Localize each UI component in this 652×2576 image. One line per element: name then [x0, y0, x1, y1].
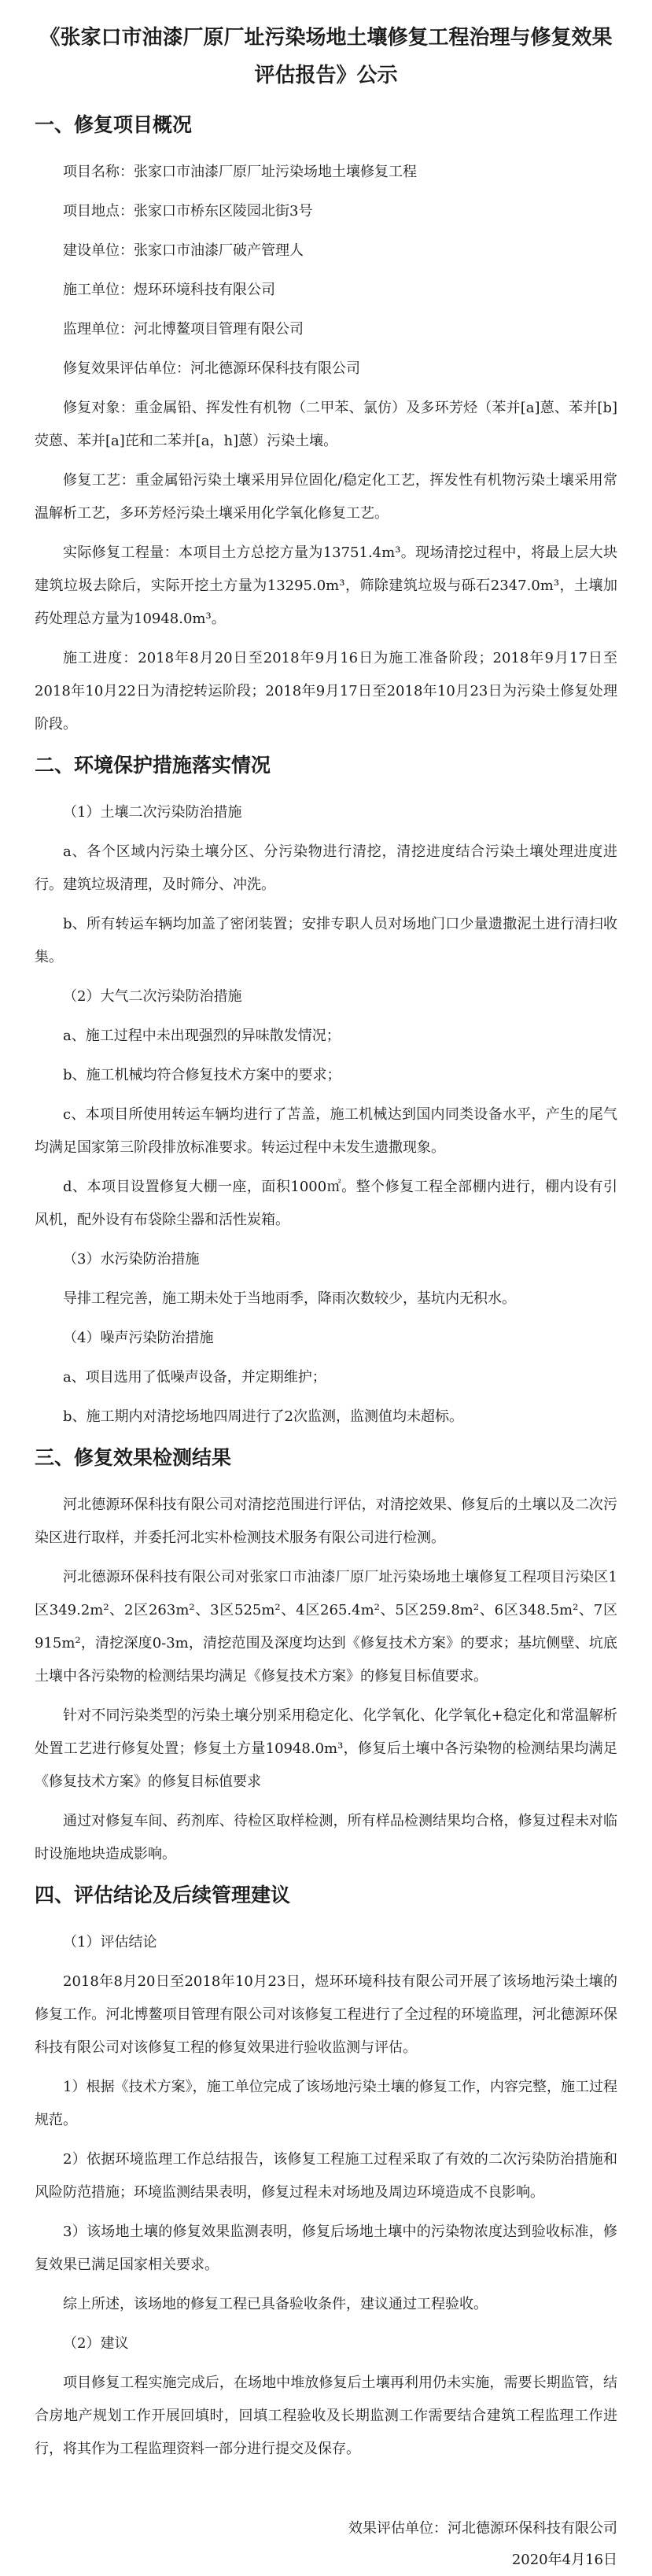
paragraph: 项目地点：张家口市桥东区陵园北街3号	[63, 203, 313, 220]
paragraph: 实际修复工程量：本项目土方总挖方量为13751.4m³。现场清挖过程中，将最上层大块建筑垃圾去除后，实际开挖土方量为13295.0m³，筛除建筑垃圾与砾石2347.0m³，土壤加药处理总方量为10948.0m³。	[35, 544, 617, 627]
paragraph: 3）该场地土壤的修复效果监测表明，修复后场地土壤中的污染物浓度达到验收标准，修复效果已满足国家相关要求。	[35, 2224, 617, 2273]
paragraph: 项目名称：张家口市油漆厂原厂址污染场地土壤修复工程	[63, 164, 417, 180]
section	[35, 109, 617, 741]
paragraph: b、所有转运车辆均加盖了密闭装置；安排专职人员对场地门口少量遗撒泥土进行清扫收集。	[35, 916, 617, 965]
paragraph: 施工单位：煜环环境科技有限公司	[63, 282, 275, 298]
paragraph: a、各个区域内污染土壤分区、分污染物进行清挖，清挖进度结合污染土壤处理进度进行。建筑垃圾清理，及时筛分、冲洗。	[35, 843, 617, 893]
section	[35, 1879, 617, 2466]
paragraph: b、施工机械均符合修复技术方案中的要求；	[63, 1067, 341, 1083]
paragraph: 导排工程完善，施工期未处于当地雨季，降雨次数较少，基坑内无积水。	[63, 1290, 516, 1307]
paragraph: （2）大气二次污染防治措施	[63, 988, 242, 1005]
paragraph: （4）噪声污染防治措施	[63, 1330, 214, 1346]
paragraph: （1）土壤二次污染防治措施	[63, 804, 242, 821]
section-heading: 三、修复效果检测结果	[35, 1446, 232, 1469]
paragraph: 2）依据环境监理工作总结报告，该修复工程施工过程采取了有效的二次污染防治措施和风险防范措施；环境监测结果表明，修复过程未对场地及周边环境造成不良影响。	[35, 2151, 617, 2201]
section-heading: 二、环境保护措施落实情况	[35, 754, 271, 777]
paragraph: d、本项目设置修复大棚一座，面积1000㎡。整个修复工程全部棚内进行，棚内设有引风机，配外设有布袋除尘器和活性炭箱。	[35, 1179, 617, 1228]
paragraph: 通过对修复车间、药剂库、待检区取样检测，所有样品检测结果均合格，修复过程未对临时设施地块造成影响。	[35, 1813, 617, 1862]
paragraph: 监理单位：河北博鳌项目管理有限公司	[63, 321, 304, 338]
section	[35, 749, 617, 1434]
paragraph: 施工进度：2018年8月20日至2018年9月16日为施工准备阶段；2018年9月17日至2018年10月22日为清挖转运阶段；2018年9月17日至2018年10月23日为污染土修复处理阶段。	[35, 650, 617, 733]
paragraph: 河北德源环保科技有限公司对张家口市油漆厂原厂址污染场地土壤修复工程项目污染区1区349.2m²、2区263m²、3区525m²、4区265.4m²、5区259.8m²、6区348.5m²、7区915m²，清挖深度0-3m，清挖范围及深度均达到《修复技术方案》的要求；基坑侧壁、坑底土壤中各污染物的检测结果均满足《修复技术方案》的修复目标值要求。	[35, 1569, 617, 1685]
paragraph: 1）根据《技术方案》，施工单位完成了该场地污染土壤的修复工作，内容完整，施工过程规范。	[35, 2079, 617, 2128]
paragraph: （2）建议	[63, 2335, 129, 2352]
paragraph: c、本项目所使用转运车辆均进行了苫盖，施工机械达到国内同类设备水平，产生的尾气均满足国家第三阶段排放标准要求。转运过程中未发生遗撒现象。	[35, 1106, 617, 1156]
document-footer	[35, 2513, 617, 2576]
footer-org: 效果评估单位：河北德源环保科技有限公司	[348, 2520, 617, 2537]
paragraph: 修复效果评估单位：河北德源环保科技有限公司	[63, 360, 360, 377]
document-title: 《张家口市油漆厂原厂址污染场地土壤修复工程治理与修复效果评估报告》公示	[39, 26, 613, 87]
paragraph: （1）评估结论	[63, 1934, 157, 1950]
sections-container	[35, 109, 617, 2466]
paragraph: 修复对象：重金属铅、挥发性有机物（二甲苯、氯仿）及多环芳烃（苯并[a]蒽、苯并[b]荧蒽、苯并[a]芘和二苯并[a，h]蒽）污染土壤。	[35, 400, 617, 449]
paragraph: 综上所述，该场地的修复工程已具备验收条件，建议通过工程验收。	[63, 2296, 488, 2312]
paragraph: （3）水污染防治措施	[63, 1251, 200, 1268]
section	[35, 1441, 617, 1871]
paragraph: a、项目选用了低噪声设备，并定期维护；	[63, 1369, 326, 1386]
paragraph: 建设单位：张家口市油漆厂破产管理人	[63, 242, 304, 259]
paragraph: 河北德源环保科技有限公司对清挖范围进行评估，对清挖效果、修复后的土壤以及二次污染区进行取样，并委托河北实朴检测技术服务有限公司进行检测。	[35, 1497, 617, 1546]
paragraph: 针对不同污染类型的污染土壤分别采用稳定化、化学氧化、化学氧化+稳定化和常温解析处置工艺进行修复处置；修复土方量10948.0m³，修复后土壤中各污染物的检测结果均满足《修复技术方案》的修复目标值要求	[35, 1707, 617, 1790]
paragraph: b、施工期内对清挖场地四周进行了2次监测，监测值均未超标。	[63, 1408, 463, 1425]
paragraph: a、施工过程中未出现强烈的异味散发情况；	[63, 1028, 341, 1044]
paragraph: 修复工艺：重金属铅污染土壤采用异位固化/稳定化工艺，挥发性有机物污染土壤采用常温解析工艺，多环芳烃污染土壤采用化学氧化修复工艺。	[35, 472, 617, 522]
section-heading: 一、修复项目概况	[35, 113, 193, 136]
section-heading: 四、评估结论及后续管理建议	[35, 1884, 291, 1906]
paragraph: 项目修复工程实施完成后，在场地中堆放修复后土壤再利用仍未实施，需要长期监管，结合房地产规划工作开展回填时，回填工程验收及长期监测工作需要结合建筑工程监理工作进行，将其作为工程监理资料一部分进行提交及保存。	[35, 2375, 617, 2457]
paragraph: 2018年8月20日至2018年10月23日，煜环环境科技有限公司开展了该场地污染土壤的修复工作。河北博鳌项目管理有限公司对该修复工程进行了全过程的环境监理，河北德源环保科技有限公司对该修复工程的修复效果进行验收监测与评估。	[35, 1973, 617, 2056]
footer-date: 2020年4月16日	[511, 2552, 617, 2568]
